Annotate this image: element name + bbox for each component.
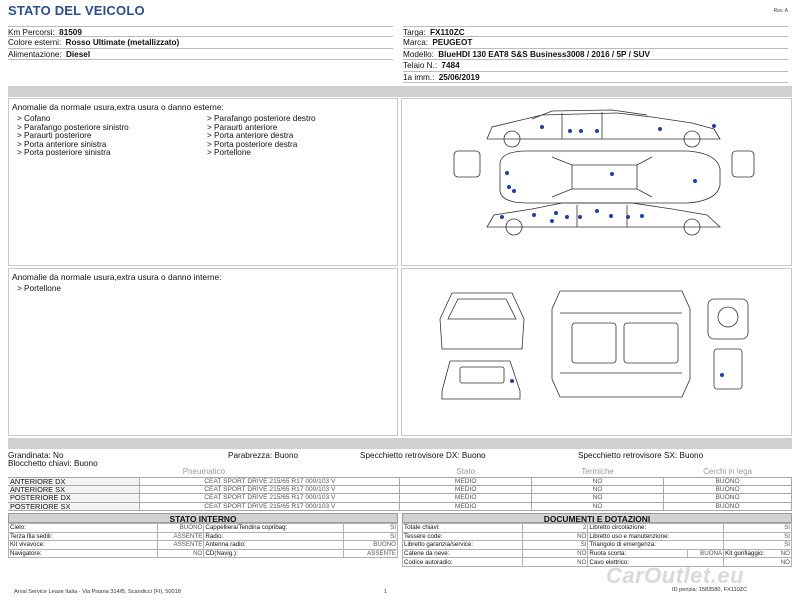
table-row: [403, 532, 792, 541]
tyre-termiche: NO: [532, 494, 664, 502]
tyre-model: CEAT SPORT DRIVE 215/65 R17 000/103 V: [140, 485, 400, 493]
section-divider: [8, 86, 792, 97]
damage-item: > Portellone: [207, 148, 251, 157]
field-value: 2: [522, 524, 588, 533]
vehicle-info-left: [8, 26, 393, 60]
field-value: BUONA: [688, 549, 724, 558]
field-value: NO: [724, 558, 792, 567]
field-value: ASSENTE: [344, 549, 398, 558]
documenti-heading: DOCUMENTI E DOTAZIONI: [402, 513, 792, 523]
info-label: Telaio N.:: [403, 61, 438, 71]
internal-damage-panel: [8, 268, 398, 436]
tyre-cerchi: BUONO: [664, 502, 792, 510]
info-label: Km Percorsi:: [8, 28, 55, 37]
info-value: 25/06/2019: [438, 72, 480, 82]
tyre-termiche: NO: [532, 502, 664, 510]
field-value: ASSENTE: [158, 541, 204, 550]
info-value: PEUGEOT: [432, 38, 473, 48]
field-label: Totale chiavi:: [403, 524, 523, 533]
field-label-value: [724, 549, 792, 558]
external-car-diagram: [401, 98, 792, 266]
info-value: Diesel: [65, 49, 91, 59]
stato-interno-heading: STATO INTERNO: [8, 513, 398, 523]
field-label: Tessere code:: [403, 532, 523, 541]
field-label: Kit vivavoce:: [9, 541, 158, 550]
tyre-model: CEAT SPORT DRIVE 215/65 R17 000/103 V: [140, 502, 400, 510]
info-value: 81509: [59, 28, 82, 37]
table-row: [403, 524, 792, 533]
table-row: [9, 549, 398, 558]
specchietto-sx-status: Specchietto retrovisore SX: Buono: [578, 451, 704, 460]
table-row: [9, 532, 398, 541]
vehicle-info-right: [403, 26, 788, 83]
field-value: BUONO: [344, 541, 398, 550]
external-damage-list: [9, 112, 397, 158]
tyres-header-row: [8, 468, 792, 477]
tyre-termiche: NO: [532, 477, 664, 485]
damage-item: > Porta posteriore sinistra: [17, 148, 111, 157]
info-label: Marca:: [403, 38, 429, 48]
field-value: NO: [158, 549, 204, 558]
internal-damage-heading: Anomalie da normale usura,extra usura o danno interne:: [12, 272, 222, 282]
table-row: [8, 494, 792, 502]
info-row-colore: [8, 37, 393, 48]
table-row: [9, 541, 398, 550]
table-row: [8, 477, 792, 485]
damage-column: [207, 115, 397, 158]
field-label: Libretto garanzia/service:: [403, 541, 523, 550]
info-value: Rosso Ultimate (metallizzato): [65, 38, 180, 48]
field-value: SI: [724, 524, 792, 533]
tyre-termiche: NO: [532, 485, 664, 493]
info-row-telaio: [403, 60, 788, 71]
info-label: Targa:: [403, 28, 426, 37]
documenti-table: [402, 523, 792, 567]
field-value: ASSENTE: [158, 532, 204, 541]
tyre-position: ANTERIORE DX: [8, 477, 140, 485]
revision-label: Rev. A: [773, 8, 788, 14]
tyre-stato: MEDIO: [400, 477, 532, 485]
tyre-position: POSTERIORE DX: [8, 494, 140, 502]
tyre-stato: MEDIO: [400, 502, 532, 510]
field-value: NO: [780, 550, 790, 558]
info-label: 1a imm.:: [403, 72, 435, 82]
field-label: Cappelliera/Tendina copribag:: [204, 524, 344, 533]
info-value: FX110ZC: [430, 28, 465, 37]
damage-item: > Porta anteriore sinistra: [17, 139, 107, 149]
info-value: BlueHDI 130 EAT8 S&S Business3008 / 2016 / 5P / SUV: [438, 49, 650, 59]
info-row-km: [8, 26, 393, 37]
tyre-cerchi: BUONO: [664, 477, 792, 485]
tyre-model: CEAT SPORT DRIVE 215/65 R17 000/103 V: [140, 477, 400, 485]
car-interior-icon: [402, 269, 791, 435]
info-label: Modello:: [403, 49, 434, 59]
tyre-stato: MEDIO: [400, 485, 532, 493]
field-label: Libretto uso e manutenzione:: [588, 532, 724, 541]
field-label: Catene da neve:: [403, 549, 523, 558]
info-row-modello: [403, 49, 788, 60]
tyres-header-cerchi: Cerchi in lega: [664, 468, 792, 477]
field-label: Navigatore:: [9, 549, 158, 558]
tyre-position: POSTERIORE SX: [8, 502, 140, 510]
field-value: NO: [522, 558, 588, 567]
field-value: SI: [724, 532, 792, 541]
field-value: SI: [724, 541, 792, 550]
tyre-stato: MEDIO: [400, 494, 532, 502]
damage-item: > Paraurti anteriore: [207, 122, 278, 132]
internal-car-diagram: [401, 268, 792, 436]
field-label: Libretto circolazione:: [588, 524, 724, 533]
grandinata-status: Grandinata: No: [8, 451, 64, 460]
damage-item: > Porta anteriore destra: [207, 131, 294, 140]
damage-item: > Portellone: [17, 284, 61, 293]
field-value: SI: [344, 524, 398, 533]
document-id: ID perizia: 1583580, FX110ZC: [672, 587, 748, 593]
blocchetto-status: Blocchetto chiavi: Buono: [8, 459, 98, 468]
specchietto-dx-status: Specchietto retrovisore DX: Buono: [360, 451, 486, 460]
info-row-alimentazione: [8, 49, 393, 60]
field-value: BUONO: [158, 524, 204, 533]
info-row-targa: [403, 26, 788, 37]
info-value: 7484: [441, 61, 460, 71]
external-damage-panel: [8, 98, 398, 266]
table-row: [9, 524, 398, 533]
damage-item: > Parafango posteriore destro: [207, 114, 316, 123]
field-value: NO: [522, 532, 588, 541]
section-divider: [8, 438, 792, 449]
damage-item: > Paraurti posteriore: [17, 131, 92, 140]
stato-interno-table: [8, 523, 398, 558]
damage-item: > Cofano: [17, 114, 51, 123]
tyre-cerchi: BUONO: [664, 494, 792, 502]
tyres-header-pneumatico: Pneumatico: [8, 468, 400, 477]
damage-column: [17, 115, 207, 158]
footer-company: Arval Service Lease Italia - Via Pisana 314/B, Scandicci (FI), 50018: [14, 589, 181, 595]
info-label: Colore esterni:: [8, 38, 62, 48]
info-row-immatricolazione: [403, 72, 788, 83]
field-label: Terza fila sedili:: [9, 532, 158, 541]
field-label: CD(Navig.):: [204, 549, 344, 558]
info-row-marca: [403, 37, 788, 48]
page-number: 1: [384, 589, 388, 595]
watermark-logo: CarOutlet.eu: [606, 563, 745, 588]
damage-item: > Porta posteriore destra: [207, 139, 298, 149]
field-label: Kit gonfiaggio:: [725, 550, 765, 558]
field-value: SI: [344, 532, 398, 541]
tyre-position: ANTERIORE SX: [8, 485, 140, 493]
car-exterior-icon: [402, 99, 791, 265]
info-label: Alimentazione:: [8, 49, 62, 59]
tyres-header-stato: Stato: [400, 468, 532, 477]
field-label: Codice autoradio:: [403, 558, 523, 567]
damage-column: [17, 285, 212, 294]
internal-damage-list: [9, 282, 397, 294]
damage-item: > Parafango posteriore sinistro: [17, 122, 129, 132]
tyres-table: [8, 468, 792, 511]
field-label: Triangolo di emergenza:: [588, 541, 724, 550]
field-label: Cavo elettrico:: [588, 558, 724, 567]
tyre-cerchi: BUONO: [664, 485, 792, 493]
table-row: [403, 541, 792, 550]
table-row: [403, 549, 792, 558]
tyre-model: CEAT SPORT DRIVE 215/65 R17 000/103 V: [140, 494, 400, 502]
table-row: [8, 502, 792, 510]
field-value: SI: [522, 541, 588, 550]
table-row: [8, 485, 792, 493]
tyres-header-termiche: Termiche: [532, 468, 664, 477]
parabrezza-status: Parabrezza: Buono: [228, 451, 299, 460]
external-damage-heading: Anomalie da normale usura,extra usura o danno esterne:: [12, 102, 224, 112]
field-label: Cielo:: [9, 524, 158, 533]
field-label: Ruota scorta:: [588, 549, 688, 558]
field-label: Radio:: [204, 532, 344, 541]
field-label: Antenna radio:: [204, 541, 344, 550]
field-value: NO: [522, 549, 588, 558]
page-title: STATO DEL VEICOLO: [8, 3, 145, 18]
